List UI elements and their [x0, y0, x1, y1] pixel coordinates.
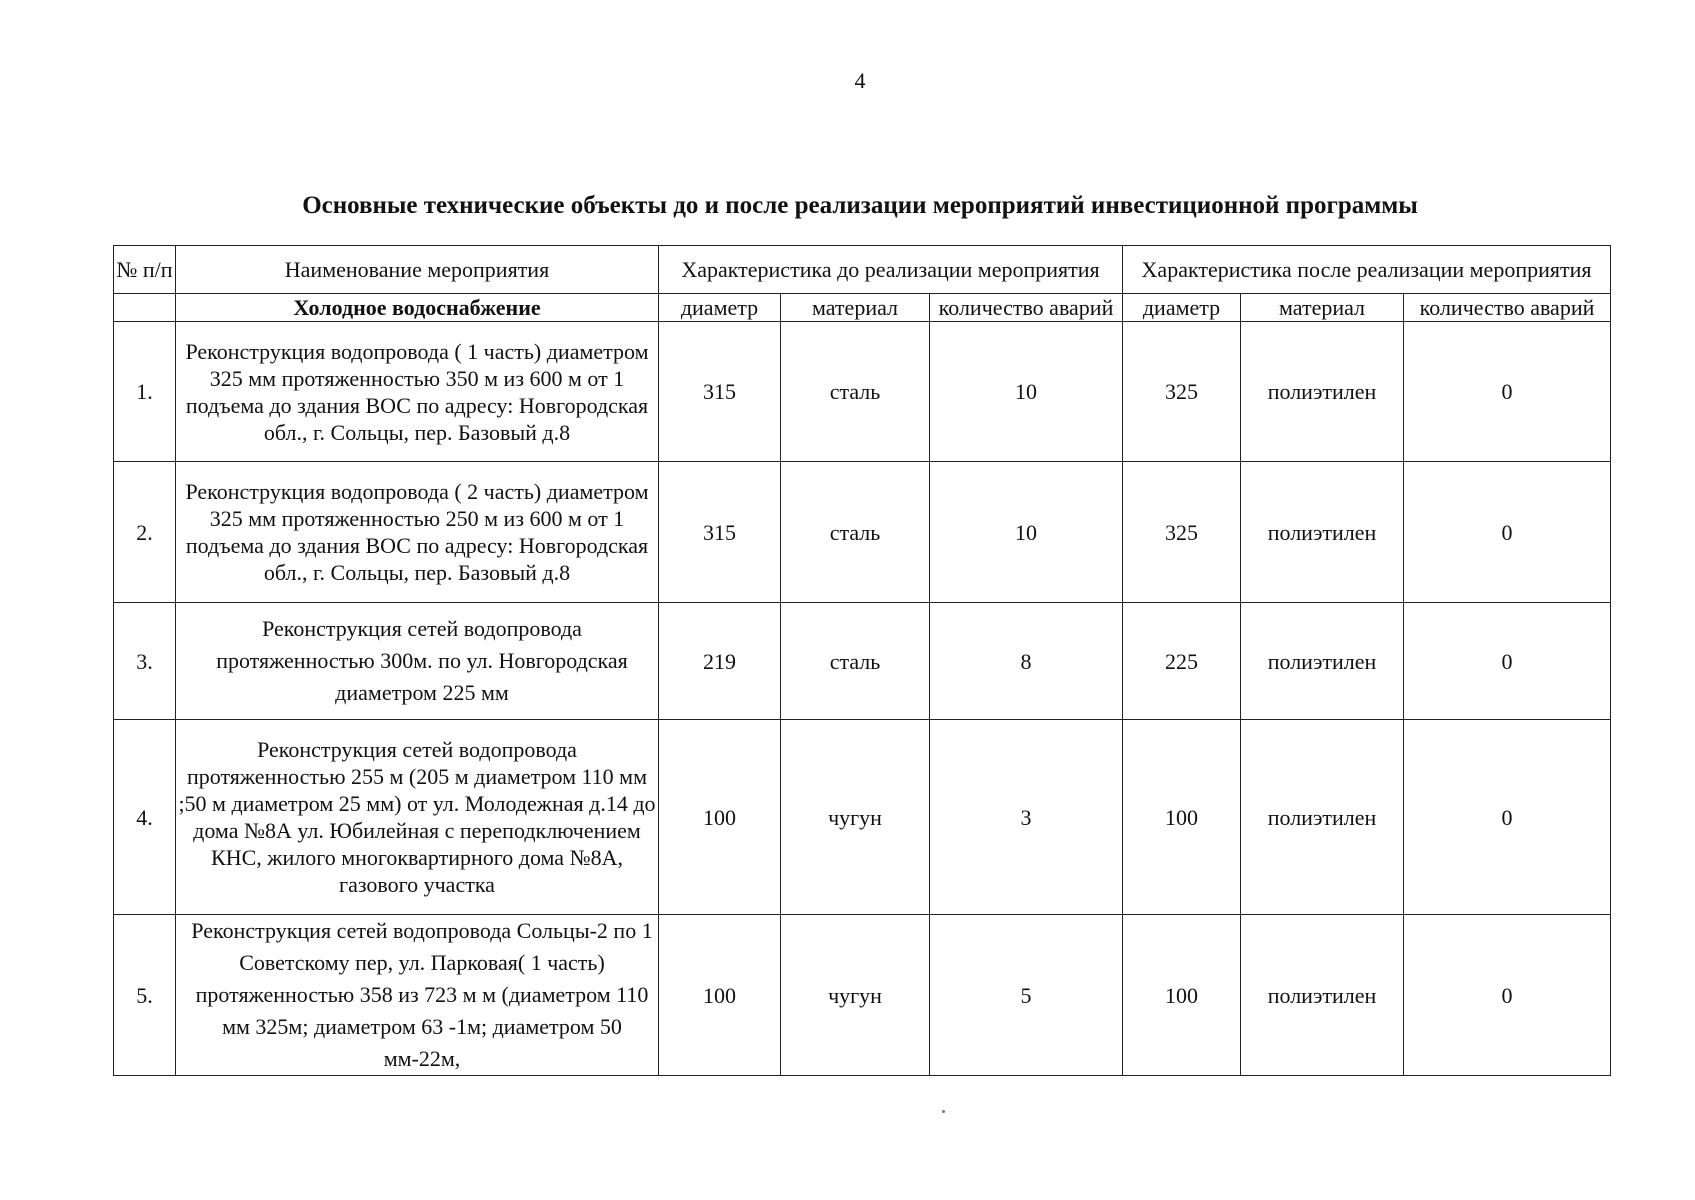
row-before-material: сталь [781, 462, 930, 603]
row-before-accidents: 8 [930, 603, 1123, 720]
row-before-accidents: 10 [930, 322, 1123, 462]
row-name: Реконструкция сетей водопровода Сольцы-2 по 1 Советскому пер, ул. Парковая( 1 часть) протяженностью 358 из 723 м м (диаметром 110 мм 325м; диаметром 63 -1м; диаметром 50 мм-22м, [176, 915, 659, 1076]
row-after-diameter: 325 [1123, 462, 1241, 603]
header-after: Характеристика после реализации мероприятия [1123, 246, 1611, 294]
row-before-material: чугун [781, 915, 930, 1076]
row-after-material: полиэтилен [1241, 462, 1404, 603]
row-before-diameter: 100 [659, 720, 781, 915]
subheader-before-diameter: диаметр [659, 294, 781, 322]
row-before-diameter: 315 [659, 462, 781, 603]
table-row [114, 915, 1611, 1076]
row-num: 5. [114, 915, 176, 1076]
row-num: 4. [114, 720, 176, 915]
row-after-diameter: 225 [1123, 603, 1241, 720]
row-before-accidents: 10 [930, 462, 1123, 603]
subheader-after-diameter: диаметр [1123, 294, 1241, 322]
technical-objects-table [113, 245, 1611, 1076]
row-after-diameter: 325 [1123, 322, 1241, 462]
row-name: Реконструкция сетей водопровода протяженностью 300м. по ул. Новгородская диаметром 225 мм [176, 603, 659, 720]
row-after-accidents: 0 [1404, 720, 1611, 915]
table-row [114, 603, 1611, 720]
subheader-after-material: материал [1241, 294, 1404, 322]
subheader-after-accidents: количество аварий [1404, 294, 1611, 322]
row-before-accidents: 5 [930, 915, 1123, 1076]
row-before-material: сталь [781, 603, 930, 720]
header-before: Характеристика до реализации мероприятия [659, 246, 1123, 294]
row-num: 3. [114, 603, 176, 720]
table-subheader-row [114, 294, 1611, 322]
subheader-before-material: материал [781, 294, 930, 322]
header-name: Наименование мероприятия [176, 246, 659, 294]
table-row [114, 720, 1611, 915]
row-num: 1. [114, 322, 176, 462]
row-before-diameter: 219 [659, 603, 781, 720]
row-before-diameter: 315 [659, 322, 781, 462]
row-after-material: полиэтилен [1241, 322, 1404, 462]
row-name: Реконструкция сетей водопровода протяженностью 255 м (205 м диаметром 110 мм ;50 м диаметром 25 мм) от ул. Молодежная д.14 до дома №8А ул. Юбилейная с переподключением КНС, жилого многоквартирного дома №8А, газового участка [176, 720, 659, 915]
row-after-accidents: 0 [1404, 603, 1611, 720]
row-before-material: чугун [781, 720, 930, 915]
row-after-diameter: 100 [1123, 915, 1241, 1076]
row-after-accidents: 0 [1404, 915, 1611, 1076]
row-before-material: сталь [781, 322, 930, 462]
row-name: Реконструкция водопровода ( 1 часть) диаметром 325 мм протяженностью 350 м из 600 м от 1 подъема до здания ВОС по адресу: Новгородская обл., г. Сольцы, пер. Базовый д.8 [176, 322, 659, 462]
row-before-accidents: 3 [930, 720, 1123, 915]
document-title: Основные технические объекты до и после реализации мероприятий инвестиционной программы [302, 192, 1418, 219]
section-title: Холодное водоснабжение [176, 294, 659, 322]
scan-speck [942, 1110, 945, 1113]
row-after-material: полиэтилен [1241, 603, 1404, 720]
subheader-empty [114, 294, 176, 322]
row-after-accidents: 0 [1404, 322, 1611, 462]
row-after-material: полиэтилен [1241, 720, 1404, 915]
row-num: 2. [114, 462, 176, 603]
table-header-row [114, 246, 1611, 294]
row-name: Реконструкция водопровода ( 2 часть) диаметром 325 мм протяженностью 250 м из 600 м от 1 подъема до здания ВОС по адресу: Новгородская обл., г. Сольцы, пер. Базовый д.8 [176, 462, 659, 603]
row-after-accidents: 0 [1404, 462, 1611, 603]
table-row [114, 322, 1611, 462]
page-number: 4 [854, 68, 866, 93]
row-before-diameter: 100 [659, 915, 781, 1076]
row-after-diameter: 100 [1123, 720, 1241, 915]
table-row [114, 462, 1611, 603]
subheader-before-accidents: количество аварий [930, 294, 1123, 322]
header-num: № п/п [114, 246, 176, 294]
row-after-material: полиэтилен [1241, 915, 1404, 1076]
